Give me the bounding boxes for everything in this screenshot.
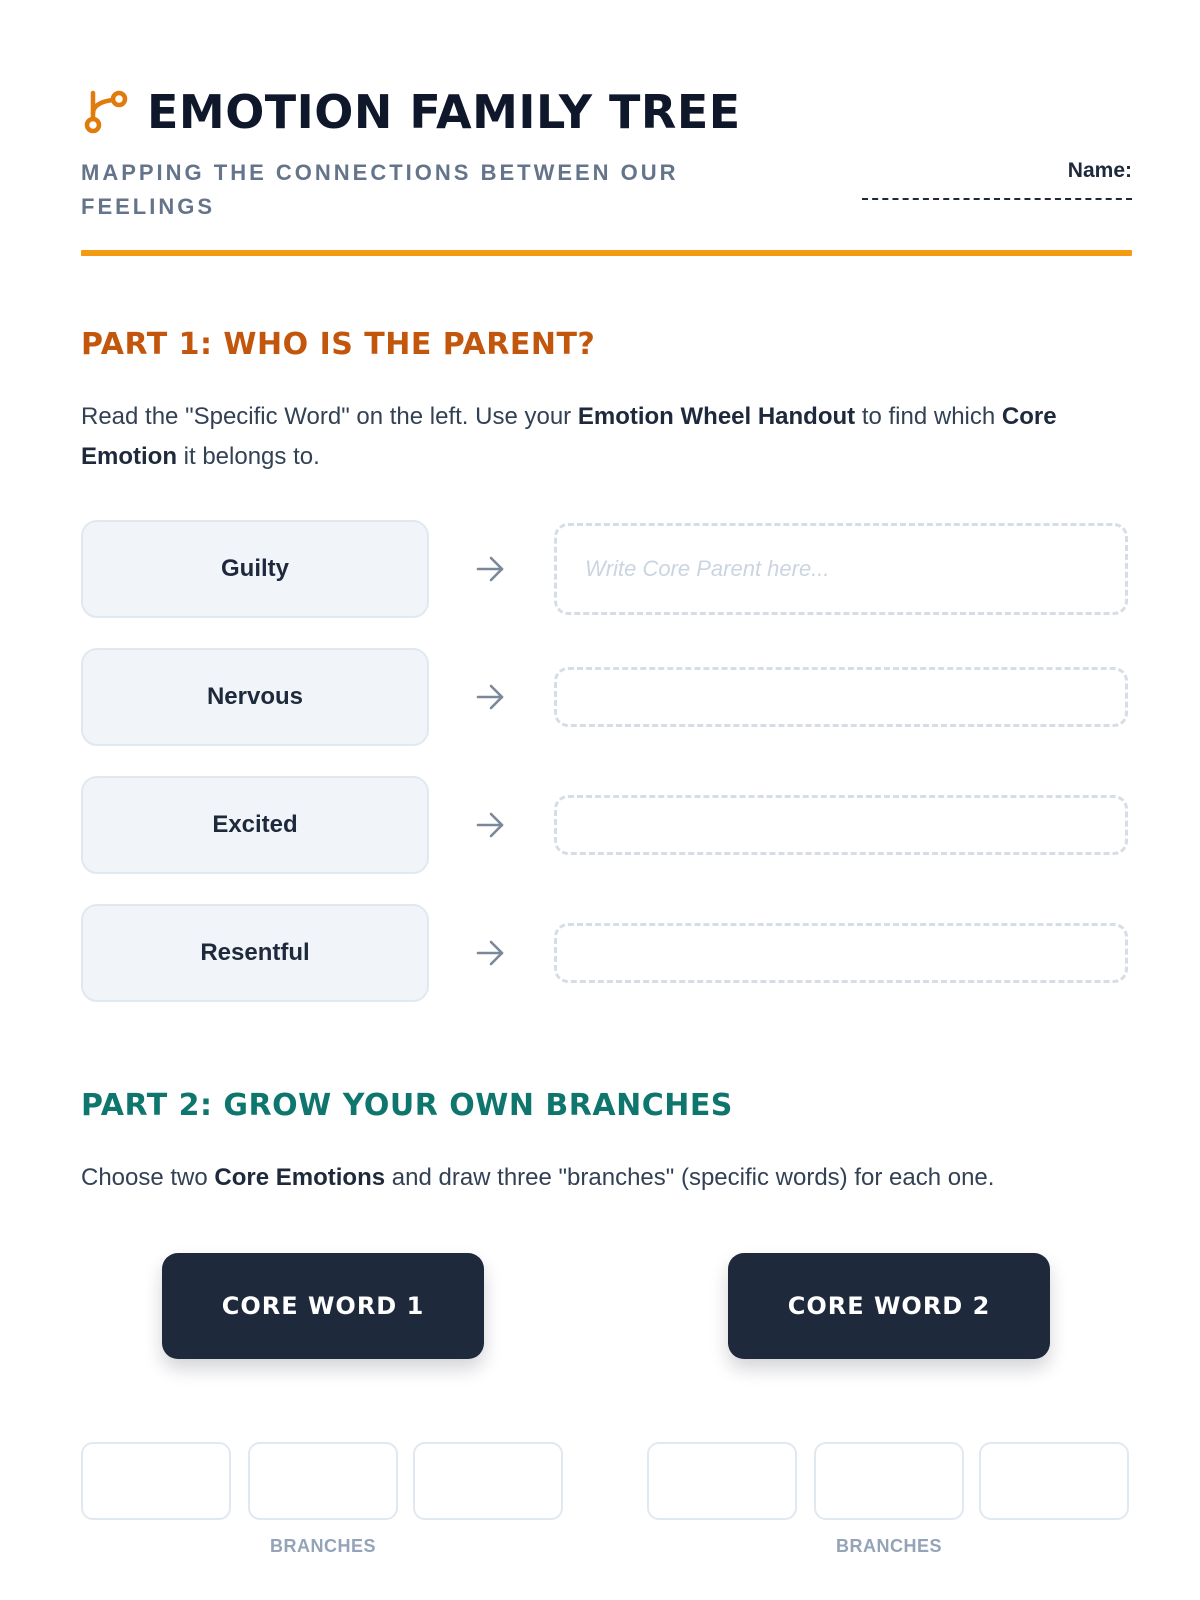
core-word-box[interactable]: CORE WORD 1: [162, 1253, 484, 1359]
worksheet-page: [81, 0, 1132, 1600]
core-parent-input[interactable]: [554, 523, 1128, 615]
name-line[interactable]: [862, 196, 1132, 200]
part2-instructions: [81, 1158, 1132, 1198]
branch-box[interactable]: [979, 1442, 1129, 1520]
instruction-text: Choose two: [81, 1164, 215, 1191]
name-block: [852, 156, 1132, 200]
core-word-box[interactable]: CORE WORD 2: [728, 1253, 1050, 1359]
specific-word: Nervous: [81, 648, 429, 746]
specific-word: Resentful: [81, 904, 429, 1002]
instruction-bold: Core Emotion: [81, 403, 1057, 470]
branches-label: BRANCHES: [269, 1536, 376, 1556]
instruction-text: to find which: [855, 403, 1002, 430]
name-label: Name:: [1067, 159, 1132, 182]
branch-box[interactable]: [248, 1442, 398, 1520]
branch-box[interactable]: [413, 1442, 563, 1520]
worksheet-subtitle: MAPPING THE CONNECTIONS BETWEEN OUR FEELINGS: [81, 160, 679, 219]
arrow-right-icon: [475, 555, 505, 583]
core-parent-input[interactable]: [554, 667, 1128, 727]
branch-box[interactable]: [647, 1442, 797, 1520]
part1-heading: PART 1: WHO IS THE PARENT?: [81, 327, 596, 362]
arrow-right-icon: [475, 939, 505, 967]
instruction-bold: Emotion Wheel Handout: [577, 403, 856, 430]
header-divider: [81, 250, 1132, 256]
core-parent-input[interactable]: [554, 923, 1128, 983]
emotion-tree-2: [647, 1253, 1131, 1563]
branches-label: BRANCHES: [835, 1536, 942, 1556]
part2-heading: PART 2: GROW YOUR OWN BRANCHES: [81, 1088, 733, 1123]
instruction-text: and draw three "branches" (specific words) for each one.: [385, 1164, 995, 1191]
core-parent-input[interactable]: [554, 795, 1128, 855]
instruction-text: Read the "Specific Word" on the left. Use your: [81, 403, 578, 430]
match-row-nervous: [81, 648, 1132, 746]
specific-word: Guilty: [81, 520, 429, 618]
match-row-excited: [81, 776, 1132, 874]
specific-word: Excited: [81, 776, 429, 874]
branch-icon: [81, 87, 131, 137]
worksheet-header: [81, 84, 1132, 256]
emotion-tree-1: [81, 1253, 565, 1563]
arrow-right-icon: [475, 683, 505, 711]
part1-instructions: [81, 397, 1132, 477]
instruction-bold: Core Emotions: [214, 1164, 386, 1191]
match-row-resentful: [81, 904, 1132, 1002]
match-row-guilty: [81, 520, 1132, 618]
worksheet-title: EMOTION FAMILY TREE: [147, 85, 741, 139]
branch-box[interactable]: [814, 1442, 964, 1520]
branch-box[interactable]: [81, 1442, 231, 1520]
arrow-right-icon: [475, 811, 505, 839]
title-row: [81, 84, 741, 140]
instruction-text: it belongs to.: [177, 443, 320, 470]
